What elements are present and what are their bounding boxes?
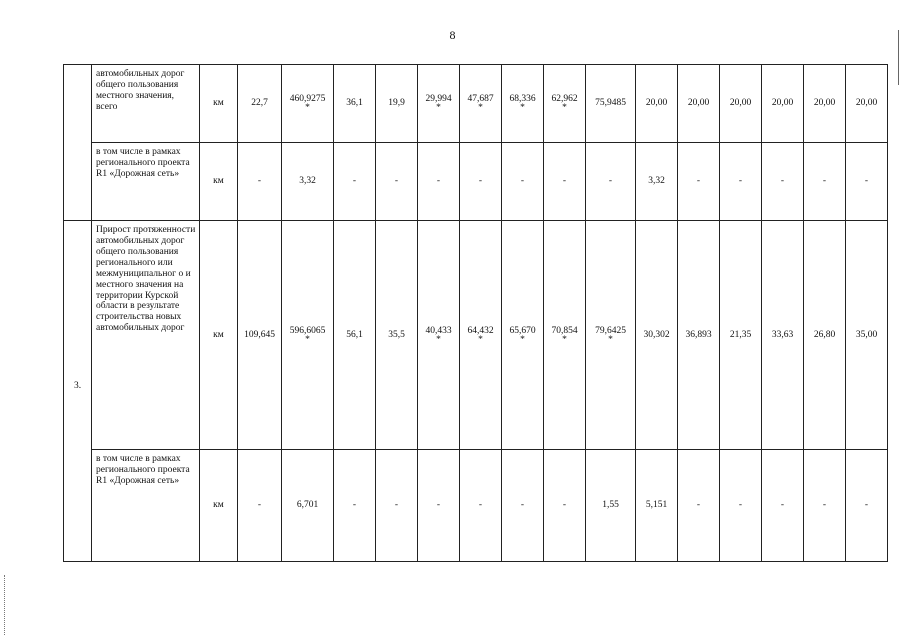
unit-cell: км: [200, 143, 238, 221]
value-cell: [376, 450, 418, 562]
value-text: 6,701: [296, 500, 319, 511]
value-text: 75,9485: [595, 98, 626, 109]
value-text: 5,151: [645, 500, 668, 511]
row-number: 3.: [73, 381, 82, 391]
indicator-description: Прирост протяженности автомобильных дорог общего пользования регионального или межмуниципальног о и местного значения на территории Курской области в результате строительства новых автомобильных дорог: [92, 221, 200, 450]
unit-cell: км: [200, 450, 238, 562]
footnote-asterisk: *: [478, 334, 483, 345]
value-cell: [586, 65, 636, 143]
value-cell: [238, 450, 282, 562]
value-text: -: [478, 176, 483, 187]
value-cell: [544, 65, 586, 143]
value-text: 30,302: [643, 329, 670, 340]
table-row: [64, 221, 888, 450]
value-text: 36,893: [685, 329, 712, 340]
value-cell: [544, 143, 586, 221]
row-number-cell: [64, 65, 92, 221]
value-cell: [762, 450, 804, 562]
value-text: -: [696, 176, 701, 187]
value-text: -: [352, 176, 357, 187]
table-row: [64, 143, 888, 221]
value-cell: [418, 450, 460, 562]
value-cell: [804, 65, 846, 143]
indicator-description: автомобильных дорог общего пользования местного значения, всего: [92, 65, 200, 143]
footnote-asterisk: *: [562, 334, 567, 345]
value-text: -: [478, 500, 483, 511]
value-cell: [762, 221, 804, 450]
footnote-asterisk: *: [562, 103, 567, 114]
value-cell: [502, 65, 544, 143]
margin-mark-left: [4, 575, 6, 635]
value-text: 40,433: [425, 325, 452, 336]
value-cell: [418, 65, 460, 143]
value-cell: [460, 221, 502, 450]
value-cell: [418, 143, 460, 221]
margin-mark-right: [898, 30, 899, 85]
value-text: -: [394, 176, 399, 187]
unit-cell: км: [200, 221, 238, 450]
value-text: -: [780, 500, 785, 511]
value-text: -: [738, 176, 743, 187]
value-text: 65,670: [509, 325, 536, 336]
value-text: 26,80: [813, 329, 836, 340]
table-row: [64, 450, 888, 562]
value-cell: [376, 221, 418, 450]
value-cell: [418, 221, 460, 450]
value-cell: [502, 221, 544, 450]
value-text: -: [436, 176, 441, 187]
value-text: -: [738, 500, 743, 511]
value-text: -: [352, 500, 357, 511]
row-number-cell: [64, 221, 92, 562]
footnote-asterisk: *: [520, 334, 525, 345]
value-cell: [678, 143, 720, 221]
value-cell: [636, 65, 678, 143]
value-cell: [720, 65, 762, 143]
footnote-asterisk: *: [305, 103, 310, 114]
footnote-asterisk: *: [478, 103, 483, 114]
value-text: 20,00: [771, 98, 794, 109]
value-cell: [282, 450, 334, 562]
value-cell: [846, 65, 888, 143]
value-text: 460,9275: [289, 94, 326, 105]
value-text: 20,00: [813, 98, 836, 109]
value-cell: [376, 143, 418, 221]
value-cell: [460, 65, 502, 143]
value-cell: [238, 221, 282, 450]
value-text: 1,55: [602, 500, 619, 511]
value-cell: [846, 221, 888, 450]
value-text: 47,687: [467, 94, 494, 105]
footnote-asterisk: *: [436, 334, 441, 345]
table-row: [64, 65, 888, 143]
unit-cell: км: [200, 65, 238, 143]
value-cell: [636, 143, 678, 221]
value-cell: [460, 450, 502, 562]
value-text: 35,00: [855, 329, 878, 340]
value-text: 20,00: [687, 98, 710, 109]
value-cell: [804, 221, 846, 450]
value-cell: [678, 450, 720, 562]
value-text: -: [562, 500, 567, 511]
value-text: 62,962: [551, 94, 578, 105]
value-text: -: [780, 176, 785, 187]
value-text: 79,6425: [595, 325, 626, 336]
value-cell: [282, 65, 334, 143]
value-cell: [502, 143, 544, 221]
value-cell: [636, 221, 678, 450]
value-cell: [804, 143, 846, 221]
indicator-description: в том числе в рамках регионального проекта R1 «Дорожная сеть»: [92, 450, 200, 562]
value-cell: [586, 450, 636, 562]
value-text: -: [608, 176, 613, 187]
page-number: 8: [449, 28, 456, 42]
value-cell: [762, 65, 804, 143]
value-text: -: [257, 176, 262, 187]
value-cell: [460, 143, 502, 221]
value-cell: [376, 65, 418, 143]
value-text: 20,00: [855, 98, 878, 109]
value-cell: [804, 450, 846, 562]
value-text: 21,35: [729, 329, 752, 340]
value-cell: [282, 221, 334, 450]
value-cell: [678, 65, 720, 143]
value-text: 19,9: [388, 98, 405, 109]
footnote-asterisk: *: [520, 103, 525, 114]
value-cell: [544, 221, 586, 450]
value-cell: [282, 143, 334, 221]
value-text: 596,6065: [289, 325, 326, 336]
value-cell: [846, 450, 888, 562]
value-text: 3,32: [299, 176, 316, 187]
value-text: 64,432: [467, 325, 494, 336]
value-cell: [334, 143, 376, 221]
value-text: -: [436, 500, 441, 511]
value-text: -: [696, 500, 701, 511]
value-cell: [636, 450, 678, 562]
value-text: 36,1: [346, 98, 363, 109]
value-text: -: [864, 500, 869, 511]
value-cell: [334, 450, 376, 562]
value-cell: [720, 450, 762, 562]
value-cell: [720, 143, 762, 221]
footnote-asterisk: *: [608, 334, 613, 345]
value-text: -: [394, 500, 399, 511]
value-cell: [678, 221, 720, 450]
value-text: -: [520, 176, 525, 187]
value-cell: [544, 450, 586, 562]
value-text: 29,994: [425, 94, 452, 105]
value-cell: [238, 65, 282, 143]
value-text: 20,00: [729, 98, 752, 109]
value-text: 109,645: [244, 329, 275, 340]
value-text: -: [864, 176, 869, 187]
value-text: -: [562, 176, 567, 187]
value-text: 70,854: [551, 325, 578, 336]
value-cell: [334, 221, 376, 450]
value-cell: [502, 450, 544, 562]
value-cell: [238, 143, 282, 221]
value-text: 35,5: [388, 329, 405, 340]
value-cell: [586, 221, 636, 450]
value-text: 68,336: [509, 94, 536, 105]
value-text: 33,63: [771, 329, 794, 340]
value-text: -: [822, 500, 827, 511]
value-cell: [586, 143, 636, 221]
value-text: -: [822, 176, 827, 187]
indicator-description: в том числе в рамках регионального проекта R1 «Дорожная сеть»: [92, 143, 200, 221]
value-text: 22,7: [251, 98, 268, 109]
value-text: 3,32: [648, 176, 665, 187]
value-text: 20,00: [645, 98, 668, 109]
value-cell: [846, 143, 888, 221]
value-text: -: [257, 500, 262, 511]
value-cell: [762, 143, 804, 221]
footnote-asterisk: *: [305, 334, 310, 345]
indicators-table: [63, 64, 888, 562]
footnote-asterisk: *: [436, 103, 441, 114]
value-text: -: [520, 500, 525, 511]
value-cell: [720, 221, 762, 450]
value-text: 56,1: [346, 329, 363, 340]
value-cell: [334, 65, 376, 143]
